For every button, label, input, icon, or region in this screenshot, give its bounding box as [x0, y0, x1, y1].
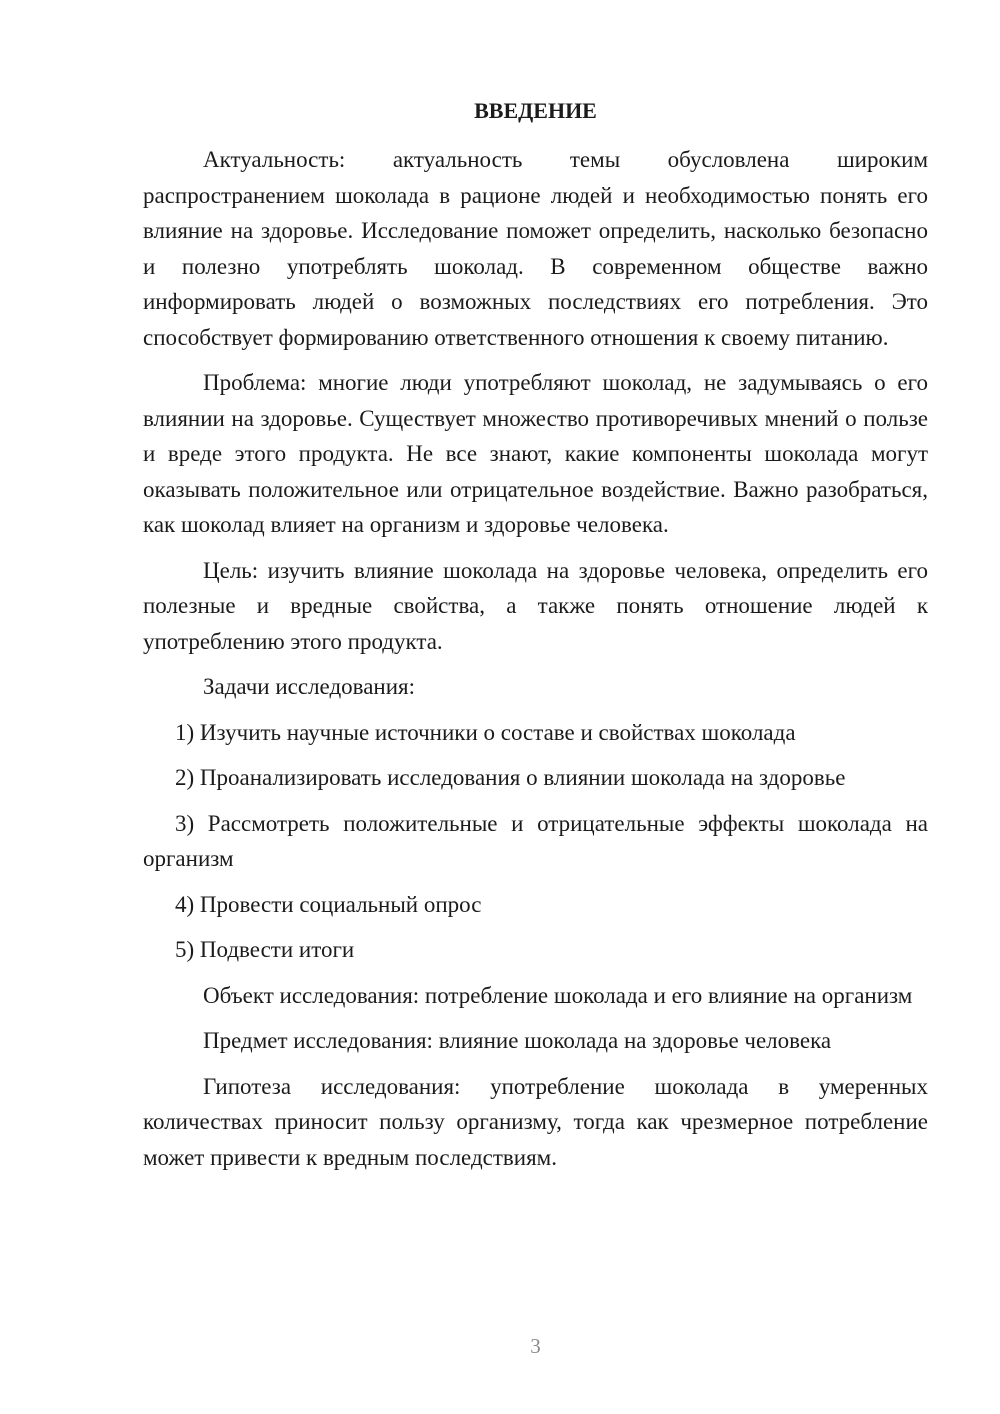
document-body — [143, 142, 928, 1185]
goal-paragraph: Цель: изучить влияние шоколада на здоровье человека, определить его полезные и вредные свойства, а также понять отношение людей к употреблению этого продукта. — [143, 557, 928, 654]
page-number: 3 — [530, 1334, 541, 1358]
task-item: 1) Изучить научные источники о составе и свойствах шоколада — [175, 719, 796, 745]
task-item: 4) Провести социальный опрос — [175, 891, 482, 917]
document-page — [143, 0, 928, 1414]
task-item: 2) Проанализировать исследования о влиянии шоколада на здоровье — [175, 765, 846, 790]
object-paragraph: Объект исследования: потребление шоколада и его влияние на организм — [203, 982, 913, 1008]
problem-paragraph: Проблема: многие люди употребляют шоколад, не задумываясь о его влиянии на здоровье. Существует множество противоречивых мнений о пользе и вреде этого продукта. Не все знают, какие компоненты шоколада могут оказывать положительное или отрицательное воздействие. Важно разобраться, как шоколад влияет на организм и здоровье человека. — [143, 370, 928, 537]
hypothesis-paragraph: Гипотеза исследования: употребление шоколада в умеренных количествах приносит пользу организму, тогда как чрезмерное потребление может привести к вредным последствиям. — [143, 1073, 928, 1170]
subject-paragraph: Предмет исследования: влияние шоколада на здоровье человека — [203, 1028, 832, 1053]
task-item: 3) Рассмотреть положительные и отрицательные эффекты шоколада на организм — [143, 810, 928, 871]
relevance-paragraph: Актуальность: актуальность темы обусловлена широким распространением шоколада в рационе людей и необходимостью понять его влияние на здоровье. Исследование поможет определить, насколько безопасно и полезно употреблять шоколад. В современном обществе важно информировать людей о возможных последствиях его потребления. Это способствует формированию ответственного отношения к своему питанию. — [143, 147, 928, 350]
tasks-heading: Задачи исследования: — [203, 674, 416, 699]
task-item: 5) Подвести итоги — [175, 937, 355, 962]
section-title: ВВЕДЕНИЕ — [474, 98, 597, 123]
